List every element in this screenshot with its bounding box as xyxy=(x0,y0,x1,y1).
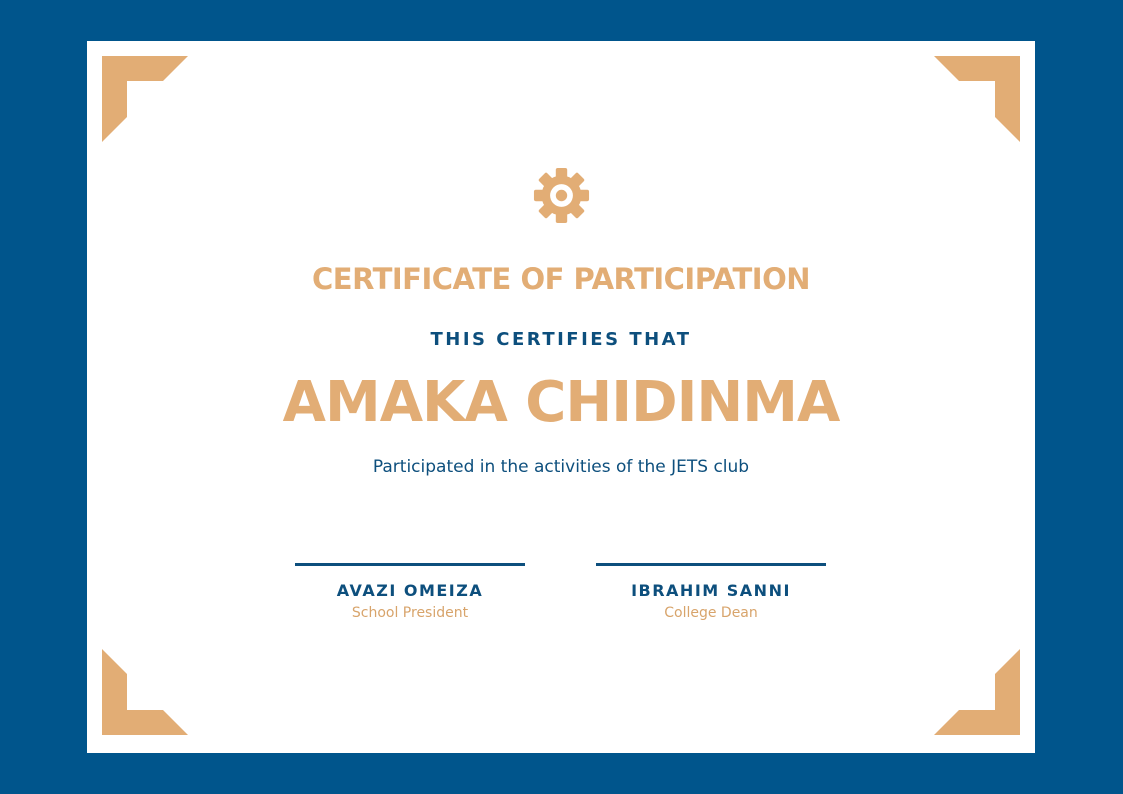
corner-ornament-bottom-right xyxy=(933,648,1020,735)
signatory-name: IBRAHIM SANNI xyxy=(631,581,791,600)
signature-line xyxy=(596,563,826,566)
signature-block-dean xyxy=(596,563,826,623)
certificate-sheet xyxy=(87,41,1035,753)
gear-icon xyxy=(533,167,590,224)
signatory-name: AVAZI OMEIZA xyxy=(336,581,484,600)
signature-line xyxy=(295,563,525,566)
corner-ornament-top-left xyxy=(102,56,189,143)
signatory-role: School President xyxy=(351,605,469,621)
signatory-role: College Dean xyxy=(664,605,758,621)
certificate-title: CERTIFICATE OF PARTICIPATION xyxy=(311,262,810,296)
corner-ornament-top-right xyxy=(933,56,1020,143)
corner-ornament-bottom-left xyxy=(102,648,189,735)
certificate-description: Participated in the activities of the JETS club xyxy=(372,457,750,477)
signature-block-president xyxy=(295,563,525,623)
recipient-name: AMAKA CHIDINMA xyxy=(282,370,840,435)
certifies-text: THIS CERTIFIES THAT xyxy=(430,329,692,350)
